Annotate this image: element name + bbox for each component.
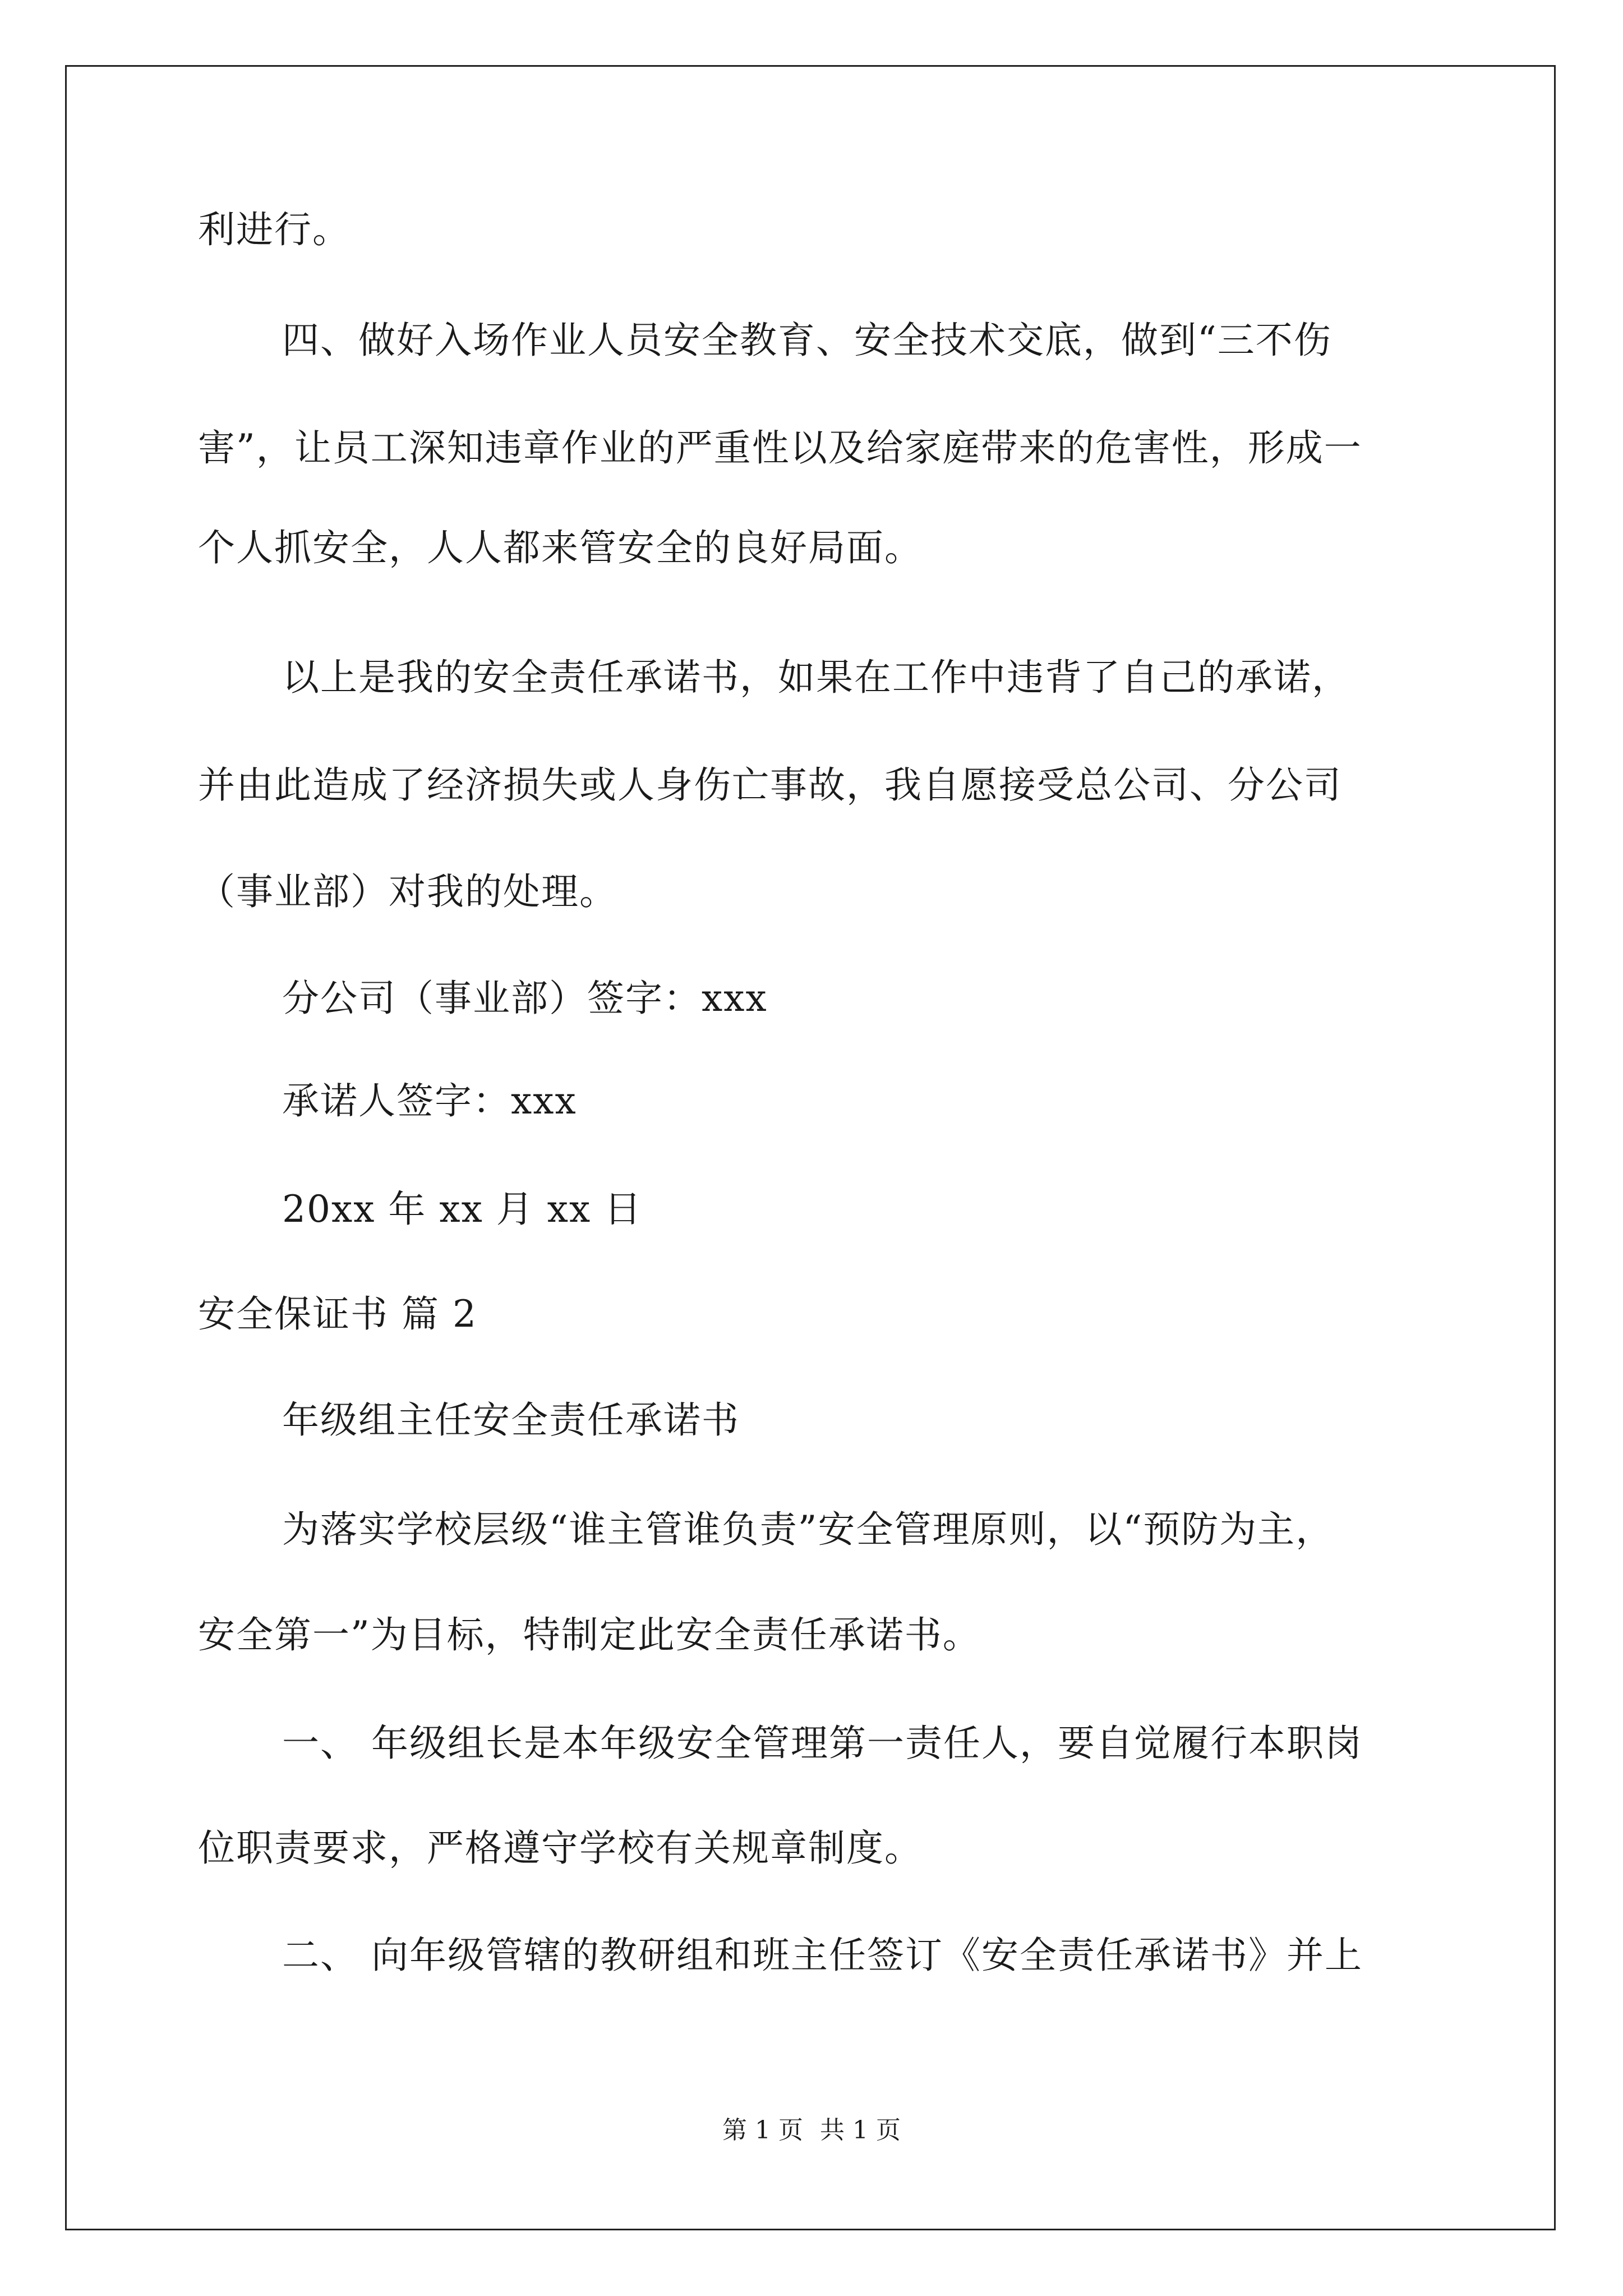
section-heading: 安全保证书 篇 2 (198, 1292, 477, 1336)
body-line-4: 个人抓安全，人人都来管安全的良好局面。 (198, 526, 923, 569)
body-line-16: 位职责要求，严格遵守学校有关规章制度。 (198, 1826, 923, 1870)
body-line-6: 并由此造成了经济损失或人身伤亡事故，我自愿接受总公司、分公司 (198, 763, 1342, 807)
body-line-2: 四、做好入场作业人员安全教育、安全技术交底，做到“三不伤 (282, 319, 1332, 362)
body-line-3: 害”，让员工深知违章作业的严重性以及给家庭带来的危害性，形成一 (198, 426, 1362, 470)
date-line: 20xx 年 xx 月 xx 日 (282, 1188, 643, 1231)
body-line-5: 以上是我的安全责任承诺书，如果在工作中违背了自己的承诺， (282, 656, 1350, 699)
body-line-14: 安全第一”为目标，特制定此安全责任承诺书。 (198, 1613, 981, 1657)
body-line-15: 一、 年级组长是本年级安全管理第一责任人，要自觉履行本职岗 (282, 1722, 1363, 1765)
signature-branch-line: 分公司（事业部）签字：xxx (282, 977, 768, 1020)
body-line-17: 二、 向年级管辖的教研组和班主任签订《安全责任承诺书》并上 (282, 1934, 1363, 1977)
signature-promisor-line: 承诺人签字：xxx (282, 1079, 577, 1122)
body-line-7: （事业部）对我的处理。 (198, 870, 617, 913)
page-frame (65, 65, 1556, 2230)
document-title-line: 年级组主任安全责任承诺书 (282, 1398, 740, 1442)
body-line-13: 为落实学校层级“谁主管谁负责”安全管理原则，以“预防为主， (282, 1508, 1334, 1551)
page-footer (0, 2114, 1623, 2147)
total-pages: 共 1 页 (820, 2116, 901, 2145)
body-line-1: 利进行。 (198, 208, 351, 251)
page-number: 第 1 页 (722, 2116, 803, 2145)
